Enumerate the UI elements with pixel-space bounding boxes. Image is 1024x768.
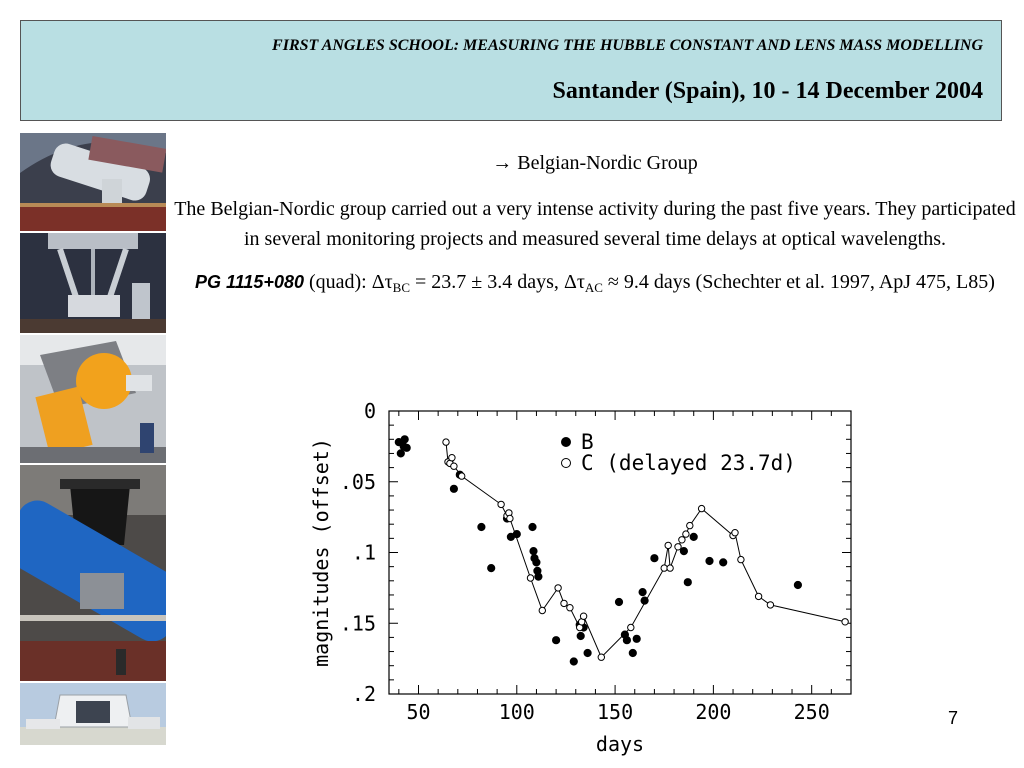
point-c	[459, 473, 465, 479]
point-b	[651, 555, 658, 562]
point-c	[539, 607, 545, 613]
point-b	[403, 444, 410, 451]
point-c	[449, 455, 455, 461]
object-type: (quad):	[303, 271, 372, 293]
point-c	[561, 600, 567, 606]
x-axis-label: days	[595, 732, 645, 756]
point-c	[628, 624, 634, 630]
x-tick-label: 100	[498, 700, 535, 724]
point-c	[738, 556, 744, 562]
legend-label-c: C (delayed 23.7d)	[581, 451, 796, 475]
school-location-date: Santander (Spain), 10 - 14 December 2004	[552, 78, 983, 104]
delta-symbol: Δ	[563, 271, 577, 293]
point-c	[498, 501, 504, 507]
y-tick-label: 0	[363, 399, 376, 423]
point-b	[615, 598, 622, 605]
x-tick-label: 150	[597, 700, 634, 724]
point-c	[842, 619, 848, 625]
point-c	[683, 531, 689, 537]
point-b	[684, 579, 691, 586]
delta-symbol: Δ	[371, 271, 385, 293]
point-c	[665, 542, 671, 548]
point-b	[401, 436, 408, 443]
intro-paragraph: The Belgian-Nordic group carried out a very intense activity during the past five years. They participated in several monitoring projects and measured several time delays at optical wavelengths.	[174, 198, 1016, 250]
x-tick-label: 50	[406, 700, 431, 724]
point-c	[687, 522, 693, 528]
x-tick-label: 250	[793, 700, 830, 724]
school-title: FIRST ANGLES SCHOOL: MEASURING THE HUBBLE CONSTANT AND LENS MASS MODELLING	[272, 37, 983, 54]
point-b	[533, 559, 540, 566]
y-tick-label: .2	[351, 682, 376, 706]
arrow-icon: →	[492, 152, 513, 174]
yellow-telescope-photo	[20, 335, 166, 463]
group-title: Belgian-Nordic Group	[517, 152, 698, 174]
point-c	[507, 515, 513, 521]
point-c	[675, 544, 681, 550]
object-name: PG 1115+080	[195, 272, 304, 292]
delay-ac: ≈ 9.4 days (Schechter et al. 1997, ApJ 475, L85)	[602, 271, 995, 293]
point-b	[553, 637, 560, 644]
point-b	[577, 632, 584, 639]
point-c	[443, 439, 449, 445]
observatory-building-photo	[20, 683, 166, 745]
chart-legend	[562, 430, 796, 475]
point-b	[641, 597, 648, 604]
point-b	[639, 589, 646, 596]
telescope-dome-photo	[20, 133, 166, 231]
telescope-frame-photo	[20, 233, 166, 333]
light-curve-chart	[290, 395, 870, 760]
point-c	[767, 602, 773, 608]
y-axis-label: magnitudes (offset)	[309, 438, 333, 667]
point-b	[706, 557, 713, 564]
point-c	[598, 654, 604, 660]
point-b	[629, 649, 636, 656]
tau-symbol: τ	[384, 271, 393, 293]
point-c	[580, 613, 586, 619]
y-tick-label: .15	[339, 611, 376, 636]
delay-bc: = 23.7 ± 3.4 days,	[410, 271, 564, 293]
legend-marker-c	[562, 459, 571, 468]
point-c	[567, 605, 573, 611]
legend-marker-b	[562, 438, 571, 447]
point-b	[633, 635, 640, 642]
point-b	[513, 531, 520, 538]
slide-number: 7	[948, 708, 959, 728]
point-b	[397, 450, 404, 457]
slide-body	[170, 148, 1020, 297]
tau-symbol: τ	[576, 271, 585, 293]
point-c	[527, 575, 533, 581]
time-delay-line	[170, 267, 1020, 297]
subscript-ac: AC	[584, 280, 603, 295]
point-b	[570, 658, 577, 665]
group-heading	[170, 148, 1020, 178]
x-tick-label: 200	[695, 700, 732, 724]
point-c	[667, 565, 673, 571]
point-c	[451, 463, 457, 469]
point-b	[794, 581, 801, 588]
point-b	[530, 548, 537, 555]
point-b	[720, 559, 727, 566]
legend-label-b: B	[581, 430, 594, 454]
point-c	[698, 505, 704, 511]
photo-column	[20, 133, 166, 745]
slide-header	[20, 20, 1002, 121]
point-b	[450, 485, 457, 492]
point-b	[478, 523, 485, 530]
point-b	[690, 533, 697, 540]
blue-telescope-photo	[20, 465, 166, 681]
axis-ticks	[340, 399, 851, 724]
point-b	[529, 523, 536, 530]
point-b	[680, 548, 687, 555]
y-tick-label: .05	[339, 469, 376, 494]
point-b	[488, 565, 495, 572]
point-b	[623, 637, 630, 644]
point-b	[584, 649, 591, 656]
point-c	[732, 530, 738, 536]
point-c	[679, 537, 685, 543]
y-tick-label: .1	[351, 540, 376, 565]
point-c	[555, 585, 561, 591]
point-b	[535, 573, 542, 580]
point-c	[755, 593, 761, 599]
subscript-bc: BC	[392, 280, 411, 295]
